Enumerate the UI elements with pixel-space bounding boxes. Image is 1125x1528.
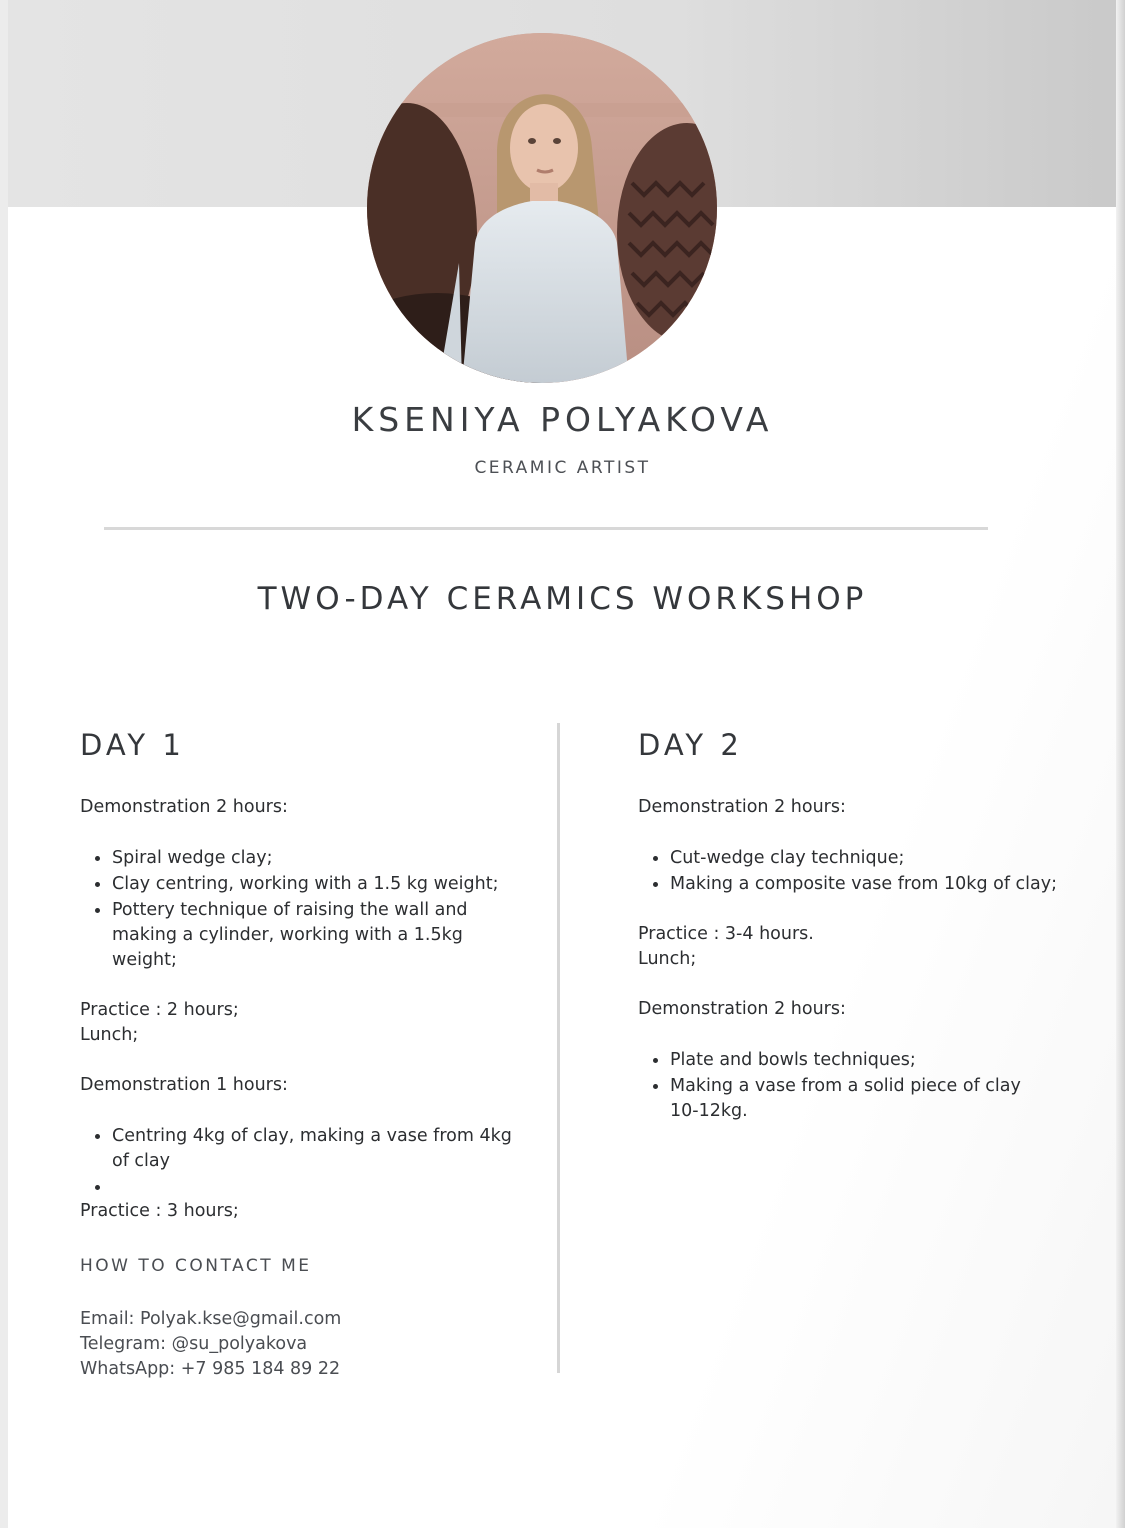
- day2-column: [638, 725, 1058, 1124]
- day2-demo2-list: [638, 1047, 1038, 1124]
- day1-lunch: Lunch;: [80, 1025, 139, 1045]
- contact-telegram: Telegram: @su_polyakova: [80, 1334, 308, 1354]
- list-item: • Plate and bowls techniques;: [670, 1047, 1038, 1073]
- day1-column: [80, 725, 520, 1382]
- artist-name: KSENIYA POLYAKOVA: [351, 400, 774, 439]
- day2-lunch: Lunch;: [638, 949, 697, 969]
- day2-heading: DAY 2: [638, 728, 743, 762]
- contact-whatsapp: WhatsApp: +7 985 184 89 22: [80, 1359, 341, 1379]
- day1-practice2: Practice : 3 hours;: [80, 1201, 239, 1221]
- list-item: [112, 1174, 520, 1199]
- day2-demo1-title: Demonstration 2 hours:: [638, 797, 846, 817]
- list-item: • Spiral wedge clay;: [112, 845, 520, 871]
- contact-heading: HOW TO CONTACT ME: [80, 1256, 312, 1276]
- day1-demo2-title: Demonstration 1 hours:: [80, 1075, 288, 1095]
- list-item: • Centring 4kg of clay, making a vase from 4kg of clay: [112, 1123, 520, 1174]
- list-item: • Cut-wedge clay technique;: [670, 845, 1038, 871]
- header-divider: [104, 527, 988, 530]
- day1-heading: DAY 1: [80, 728, 185, 762]
- list-item: • Making a vase from a solid piece of clay 10-12kg.: [670, 1073, 1038, 1124]
- day1-demo1-title: Demonstration 2 hours:: [80, 797, 288, 817]
- list-item: • Pottery technique of raising the wall and making a cylinder, working with a 1.5kg weight;: [112, 897, 520, 973]
- page-right-edge: [1116, 0, 1125, 1528]
- day2-practice1: Practice : 3-4 hours.: [638, 924, 814, 944]
- day2-demo1-list: [638, 845, 1058, 897]
- day1-demo1-list: [80, 845, 520, 973]
- workshop-title: TWO-DAY CERAMICS WORKSHOP: [257, 581, 868, 617]
- column-divider: [557, 723, 560, 1373]
- page-left-edge: [0, 0, 8, 1528]
- day1-practice1: Practice : 2 hours;: [80, 1000, 239, 1020]
- list-item: • Clay centring, working with a 1.5 kg weight;: [112, 871, 520, 897]
- contact-email: Email: Polyak.kse@gmail.com: [80, 1309, 342, 1329]
- day2-demo2-title: Demonstration 2 hours:: [638, 999, 846, 1019]
- profile-photo: [367, 33, 717, 383]
- contact-block: [80, 1307, 520, 1382]
- artist-role: CERAMIC ARTIST: [474, 458, 651, 478]
- list-item: • Making a composite vase from 10kg of clay;: [670, 871, 1038, 897]
- day1-demo2-list: [80, 1123, 520, 1199]
